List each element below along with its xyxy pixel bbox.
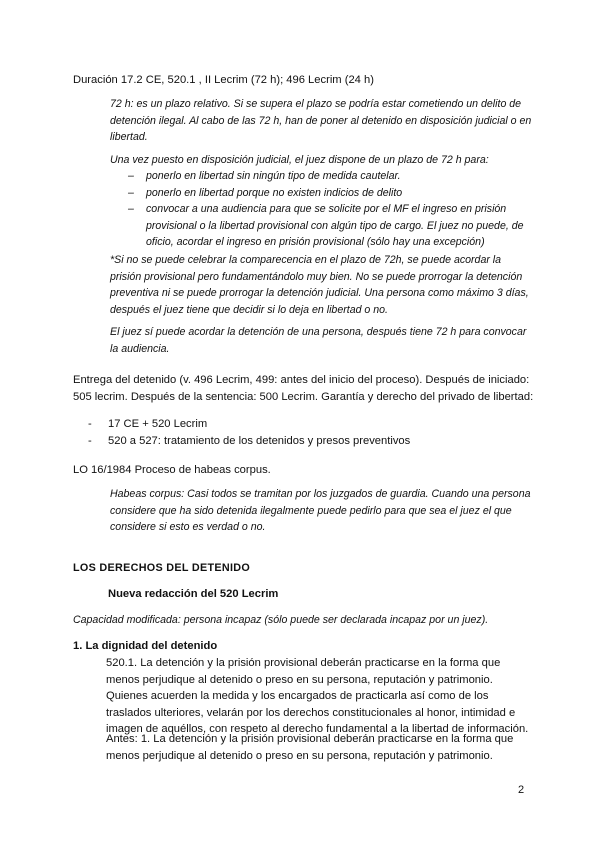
list-item: - 17 CE + 520 Lecrim	[88, 416, 528, 433]
para-520-1: 520.1. La detención y la prisión provisional deberán practicarse en la forma que menos perjudique al detenido o preso en su persona, reputación y patrimonio. Quienes acuerden la medida y los encargados de practicarla así como de los traslados ulteriores, velarán por los derechos constitucionales al honor, intimidad e imagen de aquéllos, con respeto al derecho fundamental a la libertad de información.	[106, 657, 529, 735]
list-item: – ponerlo en libertad porque no existen indicios de delito	[128, 185, 538, 202]
duracion-line: Duración 17.2 CE, 520.1 , II Lecrim (72 h); 496 Lecrim (24 h)	[73, 74, 374, 86]
heading-dignidad: 1. La dignidad del detenido	[73, 640, 218, 652]
heading-derechos: LOS DERECHOS DEL DETENIDO	[73, 562, 251, 574]
para-72h: 72 h: es un plazo relativo. Si se supera el plazo se podría estar cometiendo un delito de detención ilegal. Al cabo de las 72 h, han de poner al detenido en disposición judicial o en libertad.	[110, 98, 532, 143]
list-item: – convocar a una audiencia para que se solicite por el MF el ingreso en prisión provisional o la libertad provisional con algún tipo de cargo. El juez no puede, de oficio, acordar el ingreso en prisión provisional (sólo hay una excepción)	[128, 203, 524, 248]
dash-bullet: -	[88, 434, 92, 447]
para-capacidad: Capacidad modificada: persona incapaz (sólo puede ser declarada incapaz por un juez).	[73, 614, 489, 626]
dash-bullet: –	[128, 186, 134, 199]
page-number: 2	[518, 784, 525, 796]
subheading-nueva-redaccion: Nueva redacción del 520 Lecrim	[108, 588, 279, 600]
dash-bullet: –	[128, 170, 134, 182]
para-si-no: *Si no se puede celebrar la comparecencia en el plazo de 72h, se puede acordar la prisión provisional pero fundamentándolo muy bien. No se puede prorrogar la detención preventiva ni se puede prorrogar la detención judicial. Una persona como máximo 3 días, después el juez tiene que decidir si lo deja en libertad o no.	[110, 254, 529, 316]
juez-options-list	[128, 168, 538, 251]
para-entrega: Entrega del detenido (v. 496 Lecrim, 499: antes del inicio del proceso). Después de iniciado: 505 lecrim. Después de la sentencia: 500 Lecrim. Garantía y derecho del privado de libertad:	[73, 374, 534, 403]
dash-bullet: –	[128, 203, 134, 215]
para-habeas: Habeas corpus: Casi todos se tramitan por los juzgados de guardia. Cuando una persona considere que ha sido detenida ilegalmente puede pedirlo para que sea el juez el que considere si esto es verdad o no.	[110, 488, 531, 533]
dash-bullet: -	[88, 418, 92, 430]
list-item: – ponerlo en libertad sin ningún tipo de medida cautelar.	[128, 168, 538, 185]
entrega-list	[88, 416, 528, 449]
para-el-juez: El juez sí puede acordar la detención de una persona, después tiene 72 h para convocar la audiencia.	[110, 326, 527, 355]
para-antes: Antes: 1. La detención y la prisión provisional deberán practicarse en la forma que menos perjudique al detenido o preso en su persona, reputación y patrimonio.	[106, 733, 514, 762]
list-item: - 520 a 527: tratamiento de los detenidos y presos preventivos	[88, 433, 528, 450]
para-una-vez: Una vez puesto en disposición judicial, el juez dispone de un plazo de 72 h para:	[110, 154, 489, 166]
lo-habeas-line: LO 16/1984 Proceso de habeas corpus.	[73, 464, 271, 476]
